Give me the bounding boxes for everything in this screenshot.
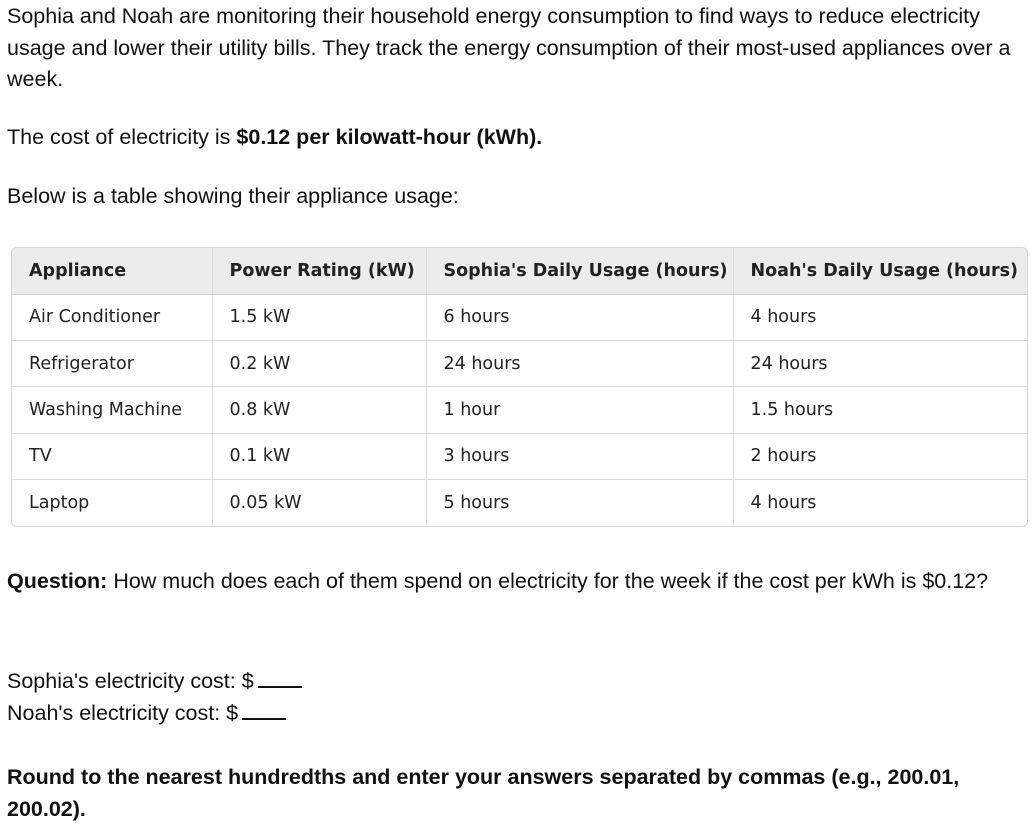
question-label: Question: bbox=[7, 569, 108, 593]
cell-sophia: 5 hours bbox=[426, 480, 733, 526]
cell-sophia: 6 hours bbox=[426, 294, 733, 340]
table-intro: Below is a table showing their appliance usage: bbox=[7, 184, 459, 208]
intro-paragraph: Sophia and Noah are monitoring their household energy consumption to find ways to reduce electricity usage and lower their utility bills. They track the energy consumption of their most-used appliances over a week. bbox=[7, 4, 1011, 91]
question-paragraph bbox=[7, 566, 1031, 598]
answer-lines bbox=[7, 666, 302, 729]
cell-appliance: Washing Machine bbox=[12, 387, 212, 433]
table-header-row bbox=[12, 248, 1027, 294]
cell-appliance: Laptop bbox=[12, 480, 212, 526]
table-row bbox=[12, 294, 1027, 340]
header-sophia-usage: Sophia's Daily Usage (hours) bbox=[426, 248, 733, 294]
cell-noah: 24 hours bbox=[733, 340, 1027, 386]
sophia-answer-line bbox=[7, 666, 302, 698]
cost-prefix: The cost of electricity is bbox=[7, 125, 237, 149]
cell-appliance: Air Conditioner bbox=[12, 294, 212, 340]
noah-answer-blank bbox=[242, 698, 286, 720]
cell-appliance: TV bbox=[12, 433, 212, 479]
header-appliance: Appliance bbox=[12, 248, 212, 294]
cell-noah: 4 hours bbox=[750, 493, 817, 514]
cell-power: 1.5 kW bbox=[212, 294, 426, 340]
sophia-answer-blank bbox=[258, 666, 302, 688]
cell-power: 0.8 kW bbox=[212, 387, 426, 433]
cell-power: 0.1 kW bbox=[212, 433, 426, 479]
noah-answer-label: Noah's electricity cost: $ bbox=[7, 700, 239, 725]
cost-paragraph bbox=[7, 122, 542, 154]
table-row bbox=[12, 480, 1027, 526]
rounding-instruction: Round to the nearest hundredths and enter your answers separated by commas (e.g., 200.01, 200.02). bbox=[7, 765, 960, 821]
cell-noah: 2 hours bbox=[733, 433, 1027, 479]
header-power-rating: Power Rating (kW) bbox=[212, 248, 426, 294]
cost-rate: $0.12 per kilowatt-hour (kWh). bbox=[236, 125, 543, 149]
table-row bbox=[12, 340, 1027, 386]
question-text: How much does each of them spend on electricity for the week if the cost per kWh is $0.12? bbox=[107, 569, 989, 593]
appliance-table bbox=[11, 247, 1028, 527]
cell-sophia: 3 hours bbox=[426, 433, 733, 479]
sophia-answer-label: Sophia's electricity cost: $ bbox=[7, 669, 254, 693]
cell-noah: 4 hours bbox=[733, 294, 1027, 340]
cell-power: 0.05 kW bbox=[212, 480, 426, 526]
noah-answer-line bbox=[7, 698, 302, 730]
cell-noah: 1.5 hours bbox=[733, 387, 1027, 433]
cell-sophia: 1 hour bbox=[426, 387, 733, 433]
table-row bbox=[12, 387, 1027, 433]
header-noah-usage: Noah's Daily Usage (hours) bbox=[733, 248, 1027, 294]
cell-appliance: Refrigerator bbox=[12, 340, 212, 386]
table-row bbox=[12, 433, 1027, 479]
cell-power: 0.2 kW bbox=[212, 340, 426, 386]
cell-sophia: 24 hours bbox=[426, 340, 733, 386]
